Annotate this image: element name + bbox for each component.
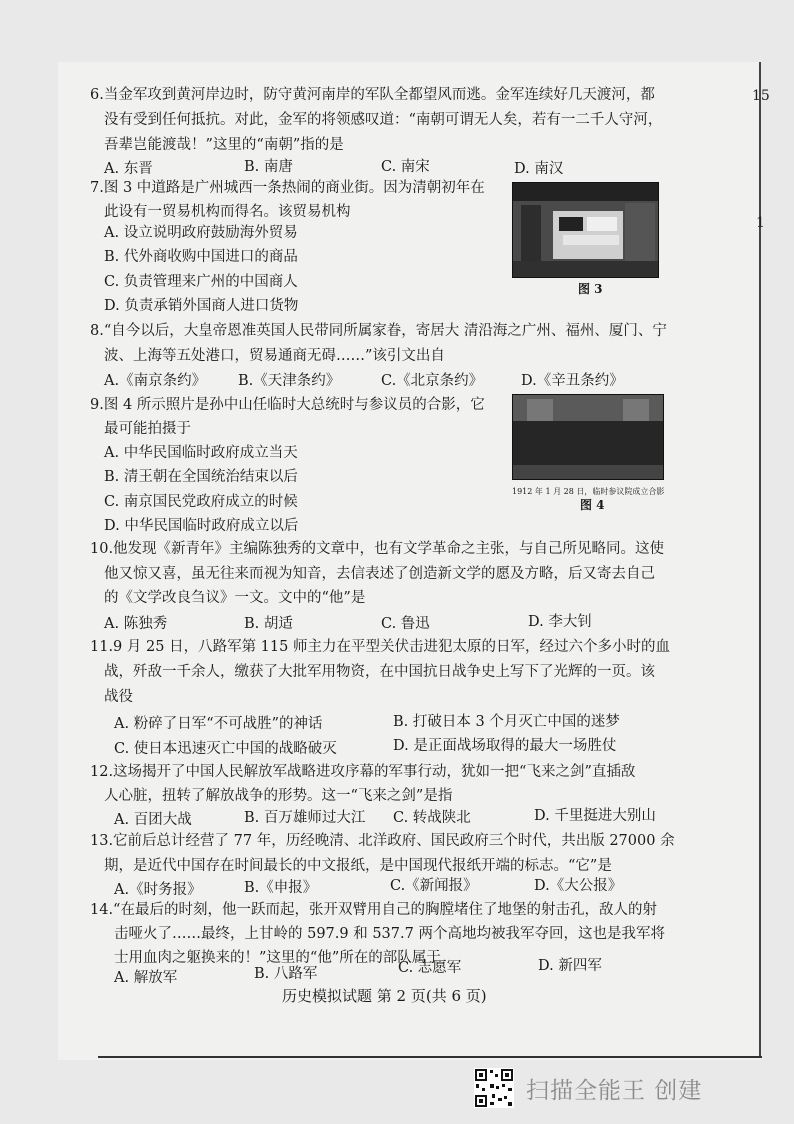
question-line: 他又惊又喜，虽无往来而视为知音，去信表述了创造新文学的愿及方略，后又寄去自己 [104,566,655,582]
option-d: D. 李大钊 [528,614,592,630]
option-a: A. 设立说明政府鼓励海外贸易 [104,225,298,241]
figure-4-photo [512,394,664,480]
option-b: B. 八路军 [254,966,318,982]
option-b: B.《天津条约》 [238,373,341,389]
question-line: 击哑火了……最终，上甘岭的 597.9 和 537.7 两个高地均被我军夺回，这也是我军将 [114,926,665,942]
figure-4-caption: 图 4 [580,498,605,512]
option-c: C. 使日本迅速灭亡中国的战略破灭 [114,741,337,757]
page-bottom-border [98,1056,762,1058]
option-d: D. 中华民国临时政府成立以后 [104,518,299,534]
option-a: A. 东晋 [104,161,153,177]
option-b: B. 清王朝在全国统治结束以后 [104,469,298,485]
figure-3-caption: 图 3 [578,282,603,296]
option-d: D.《大公报》 [534,878,623,894]
option-a: A. 解放军 [114,970,178,986]
group-photo-illustration [513,395,663,479]
option-d: D. 新四军 [538,958,602,974]
question-line: 9.图 4 所示照片是孙中山任临时大总统时与参议员的合影，它 [90,397,485,413]
option-b: B. 代外商收购中国进口的商品 [104,249,298,265]
option-b: B. 打破日本 3 个月灭亡中国的迷梦 [393,714,620,730]
option-a: A. 百团大战 [114,812,192,828]
option-d: D. 千里挺进大别山 [534,808,656,824]
page-footer: 历史模拟试题 第 2 页(共 6 页) [282,987,487,1005]
figure-4-photo-caption: 1912 年 1 月 28 日，临时参议院成立合影 [512,487,665,496]
question-line: 人心脏，扭转了解放战争的形势。这一“飞来之剑”是指 [104,788,453,804]
margin-mark-top: 15 [752,88,770,104]
option-c: C. 鲁迅 [381,616,430,632]
question-line: 没有受到任何抵抗。对此，金军的将领感叹道：“南朝可谓无人矣，若有一二千人守河， [104,112,663,128]
option-a: A. 中华民国临时政府成立当天 [104,445,298,461]
qr-code-icon [474,1068,514,1108]
option-c: C. 南宋 [381,159,430,175]
street-building-illustration [513,183,658,277]
option-b: B. 南唐 [244,159,293,175]
question-line: 吾辈岂能渡哉！”这里的“南朝”指的是 [104,137,344,153]
option-d: D. 负责承销外国商人进口货物 [104,298,299,314]
question-line: 战役 [104,689,133,705]
question-line: 此设有一贸易机构而得名。该贸易机构 [104,204,351,220]
question-line: 7.图 3 中道路是广州城西一条热闹的商业街。因为清朝初年在 [90,180,485,196]
question-line: 战，歼敌一千余人，缴获了大批军用物资，在中国抗日战争史上写下了光辉的一页。该 [104,664,655,680]
question-line: 的《文学改良刍议》一文。文中的“他”是 [104,590,366,606]
question-line: 12.这场揭开了中国人民解放军战略进攻序幕的军事行动，犹如一把“飞来之剑”直插敌 [90,764,636,780]
option-a: A.《时务报》 [114,882,202,898]
question-line: 士用血肉之躯换来的！”这里的“他”所在的部队属于 [114,950,441,966]
option-c: C. 南京国民党政府成立的时候 [104,494,298,510]
option-b: B.《申报》 [244,880,318,896]
figure-3-photo [512,182,659,278]
option-c: C. 负责管理来广州的中国商人 [104,274,298,290]
question-line: 10.他发现《新青年》主编陈独秀的文章中，也有文学革命之主张，与自己所见略同。这使 [90,541,665,557]
option-c: C. 转战陕北 [393,810,471,826]
option-c: C.《北京条约》 [381,373,484,389]
option-c: C. 志愿军 [398,960,462,976]
page-right-border [759,62,761,1058]
option-d: D. 是正面战场取得的最大一场胜仗 [393,738,617,754]
option-a: A.《南京条约》 [104,373,207,389]
option-b: B. 百万雄师过大江 [244,810,366,826]
question-line: 8.“自今以后，大皇帝恩准英国人民带同所属家眷，寄居大 清沿海之广州、福州、厦门、宁 [90,323,667,339]
question-line: 14.“在最后的时刻，他一跃而起，张开双臂用自己的胸膛堵住了地堡的射击孔，敌人的射 [90,902,657,918]
question-line: 最可能拍摄于 [104,421,191,437]
scanner-watermark [474,1066,702,1110]
watermark-text: 扫描全能王 创建 [526,1077,703,1104]
question-line: 11.9 月 25 日，八路军第 115 师主力在平型关伏击进犯太原的日军，经过六个多小时的血 [90,639,670,655]
option-a: A. 陈独秀 [104,616,168,632]
margin-mark-middle: 1 [756,215,765,231]
option-c: C.《新闻报》 [390,878,478,894]
option-a: A. 粉碎了日军“不可战胜”的神话 [114,716,323,732]
question-line: 13.它前后总计经营了 77 年，历经晚清、北洋政府、国民政府三个时代，共出版 27000 余 [90,833,675,849]
question-line: 期，是近代中国存在时间最长的中文报纸，是中国现代报纸开端的标志。“它”是 [104,858,612,874]
option-b: B. 胡适 [244,616,293,632]
option-d: D.《辛丑条约》 [521,373,624,389]
option-d: D. 南汉 [514,161,564,177]
question-line: 波、上海等五处港口，贸易通商无碍……”该引文出自 [104,348,445,364]
question-line: 6.当金军攻到黄河岸边时，防守黄河南岸的军队全都望风而逃。金军连续好几天渡河，都 [90,87,655,103]
